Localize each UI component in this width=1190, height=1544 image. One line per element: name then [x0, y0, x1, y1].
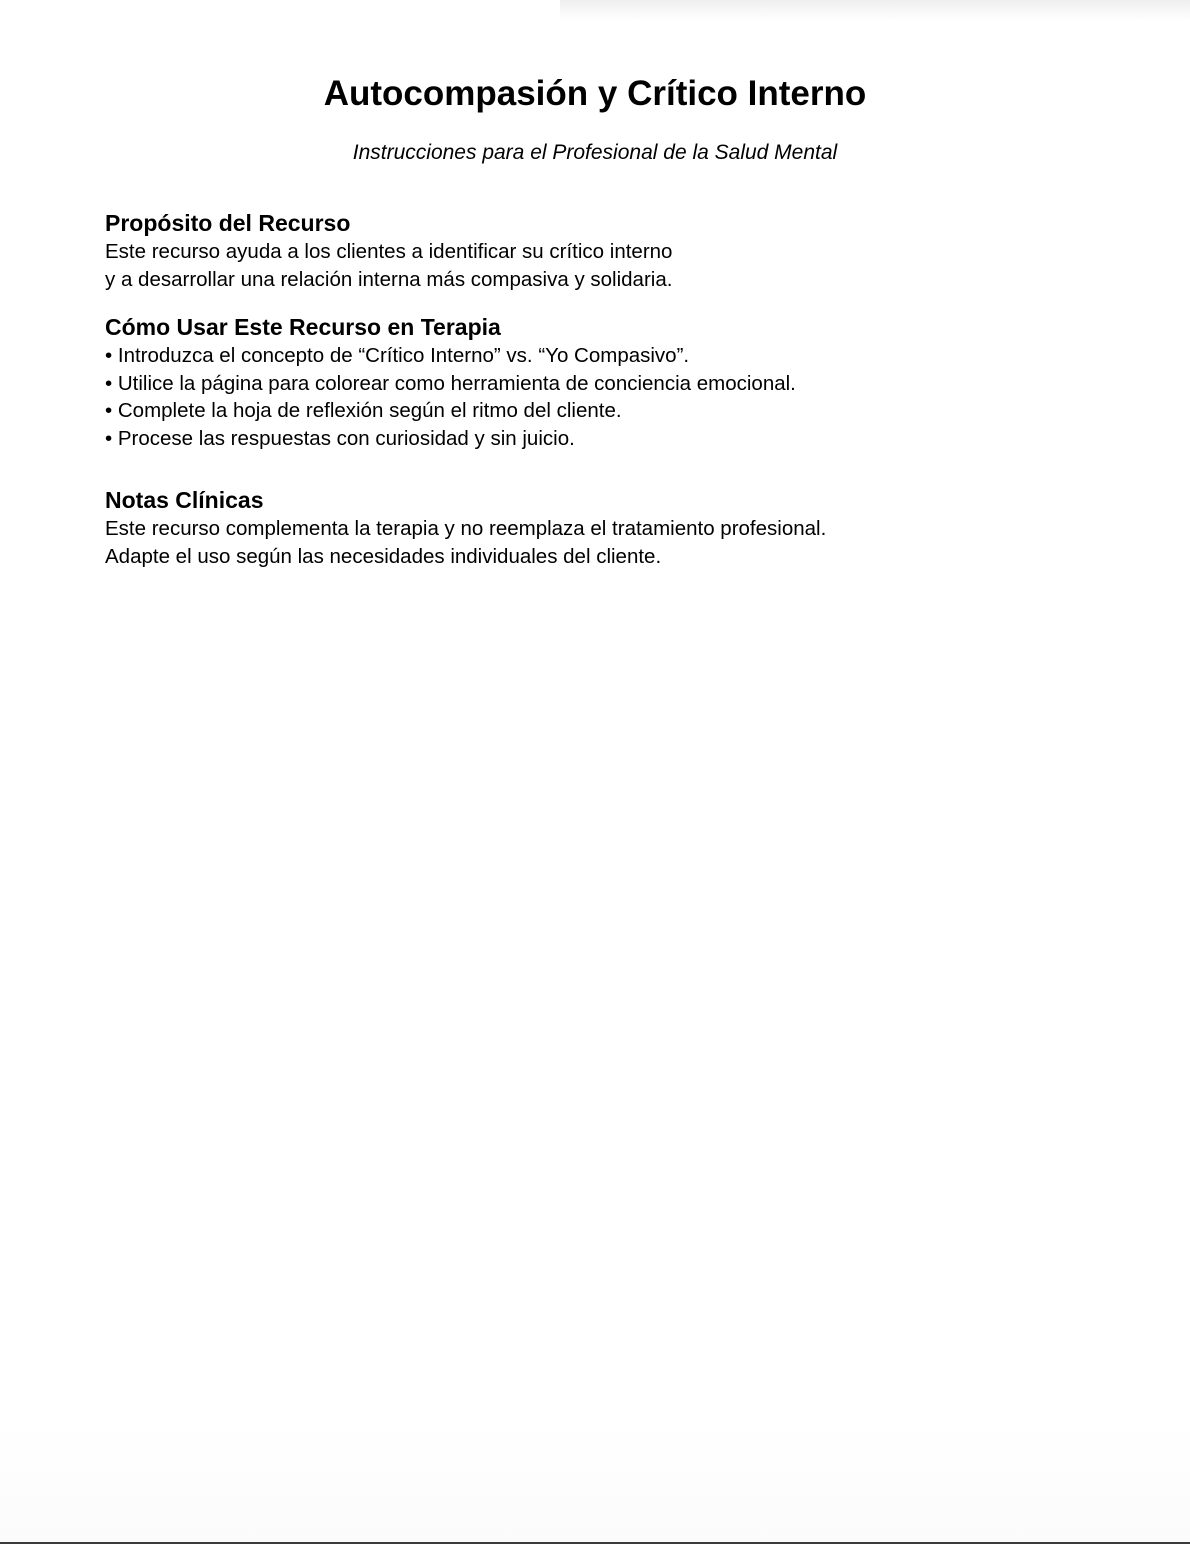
- paragraph-line: Este recurso ayuda a los clientes a identificar su crítico interno: [105, 240, 673, 263]
- paragraph-line: Adapte el uso según las necesidades individuales del cliente.: [105, 544, 662, 568]
- section-proposito: [105, 208, 1065, 293]
- section-notas-clinicas: [105, 485, 1065, 570]
- paragraph-line: y a desarrollar una relación interna más compasiva y solidaria.: [105, 267, 673, 291]
- document-content: [105, 208, 1065, 570]
- section-heading: Propósito del Recurso: [105, 210, 351, 236]
- bullet-item: • Complete la hoja de reflexión según el ritmo del cliente.: [105, 399, 622, 422]
- section-heading: Cómo Usar Este Recurso en Terapia: [105, 314, 501, 340]
- top-edge-shadow: [560, 0, 1190, 22]
- paragraph-line: Este recurso complementa la terapia y no reemplaza el tratamiento profesional.: [105, 517, 827, 540]
- page-subtitle: Instrucciones para el Profesional de la Salud Mental: [352, 141, 838, 164]
- bullet-item: • Utilice la página para colorear como herramienta de conciencia emocional.: [105, 371, 796, 395]
- page-title: Autocompasión y Crítico Interno: [323, 74, 867, 113]
- bullet-item: • Introduzca el concepto de “Crítico Interno” vs. “Yo Compasivo”.: [105, 344, 690, 367]
- bottom-page-shading: [0, 1422, 1190, 1542]
- section-heading: Notas Clínicas: [105, 487, 264, 513]
- section-como-usar: [105, 312, 1065, 452]
- bullet-item: • Procese las respuestas con curiosidad y sin juicio.: [105, 426, 575, 450]
